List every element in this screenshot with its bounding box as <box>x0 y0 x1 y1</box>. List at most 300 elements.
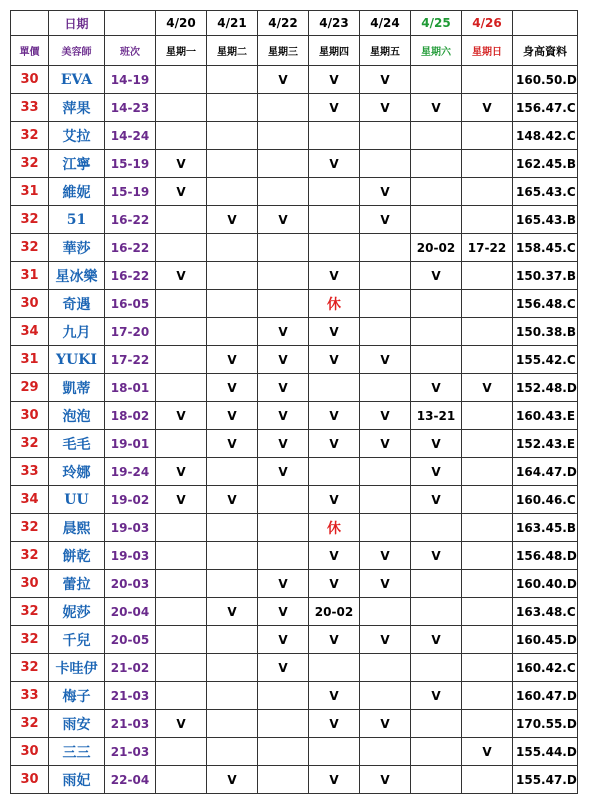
day-cell <box>411 150 462 178</box>
day-cell <box>207 290 258 318</box>
day-cell <box>411 514 462 542</box>
shift-cell: 20-03 <box>105 570 156 598</box>
table-row <box>11 290 578 318</box>
date-cell: 4/24 <box>360 11 411 36</box>
day-cell: V <box>411 626 462 654</box>
day-cell <box>360 458 411 486</box>
day-cell: V <box>360 94 411 122</box>
stylist-name-cell: 艾拉 <box>49 122 105 150</box>
stylist-name-cell: 九月 <box>49 318 105 346</box>
day-cell: V <box>156 458 207 486</box>
shift-cell: 19-03 <box>105 514 156 542</box>
table-row <box>11 458 578 486</box>
day-cell <box>156 94 207 122</box>
day-cell <box>156 766 207 794</box>
day-cell <box>309 178 360 206</box>
day-cell: V <box>258 66 309 94</box>
day-cell <box>258 710 309 738</box>
price-cell: 33 <box>11 682 49 710</box>
date-cell: 4/25 <box>411 11 462 36</box>
day-cell <box>258 290 309 318</box>
day-cell <box>156 346 207 374</box>
day-cell <box>462 458 513 486</box>
day-cell: V <box>411 682 462 710</box>
price-cell: 32 <box>11 122 49 150</box>
table-row <box>11 570 578 598</box>
day-cell <box>360 290 411 318</box>
weekday-cell: 星期日 <box>462 36 513 66</box>
day-cell: V <box>411 430 462 458</box>
day-cell: V <box>309 262 360 290</box>
day-cell: V <box>309 570 360 598</box>
day-cell <box>156 234 207 262</box>
day-cell <box>258 178 309 206</box>
stylist-name-cell: 晨熙 <box>49 514 105 542</box>
price-cell: 30 <box>11 66 49 94</box>
stylist-name-cell: 泡泡 <box>49 402 105 430</box>
day-cell <box>309 654 360 682</box>
body-data-cell: 155.47.D <box>513 766 578 794</box>
stylist-name-cell: 雨妃 <box>49 766 105 794</box>
shift-cell: 21-03 <box>105 710 156 738</box>
shift-cell: 20-05 <box>105 626 156 654</box>
shift-cell: 21-02 <box>105 654 156 682</box>
stylist-name-cell: UU <box>49 486 105 514</box>
body-data-cell: 150.38.B <box>513 318 578 346</box>
day-cell <box>411 206 462 234</box>
day-cell: V <box>309 430 360 458</box>
date-cell: 4/26 <box>462 11 513 36</box>
day-cell <box>462 402 513 430</box>
day-cell <box>411 738 462 766</box>
day-cell: V <box>258 626 309 654</box>
day-cell <box>207 94 258 122</box>
price-cell: 32 <box>11 514 49 542</box>
day-cell <box>207 66 258 94</box>
day-cell <box>411 318 462 346</box>
day-cell <box>360 486 411 514</box>
day-cell <box>207 458 258 486</box>
table-row <box>11 262 578 290</box>
table-row <box>11 150 578 178</box>
day-cell <box>156 430 207 458</box>
day-cell: V <box>309 94 360 122</box>
day-cell <box>360 514 411 542</box>
table-row <box>11 318 578 346</box>
stylist-name-cell: 梅子 <box>49 682 105 710</box>
day-cell <box>258 682 309 710</box>
day-cell <box>258 542 309 570</box>
shift-cell: 18-02 <box>105 402 156 430</box>
day-cell <box>156 682 207 710</box>
price-cell: 32 <box>11 654 49 682</box>
date-cell: 4/20 <box>156 11 207 36</box>
day-cell: V <box>156 402 207 430</box>
day-cell: V <box>207 374 258 402</box>
price-cell: 30 <box>11 402 49 430</box>
stylist-name-cell: 51 <box>49 206 105 234</box>
day-cell <box>156 598 207 626</box>
weekday-cell: 星期五 <box>360 36 411 66</box>
weekday-cell: 星期一 <box>156 36 207 66</box>
day-cell <box>462 598 513 626</box>
shift-cell: 20-04 <box>105 598 156 626</box>
day-cell <box>462 542 513 570</box>
day-cell <box>462 570 513 598</box>
day-cell: V <box>258 346 309 374</box>
price-cell: 31 <box>11 346 49 374</box>
price-cell: 33 <box>11 458 49 486</box>
day-cell <box>309 122 360 150</box>
day-cell <box>207 626 258 654</box>
shift-cell: 16-05 <box>105 290 156 318</box>
shift-cell: 19-03 <box>105 542 156 570</box>
body-data-cell: 160.43.E <box>513 402 578 430</box>
body-data-cell: 170.55.D <box>513 710 578 738</box>
day-cell <box>360 122 411 150</box>
day-cell: V <box>207 430 258 458</box>
day-cell <box>156 514 207 542</box>
day-cell: V <box>309 486 360 514</box>
day-cell: V <box>360 542 411 570</box>
day-cell <box>207 122 258 150</box>
shift-cell: 16-22 <box>105 206 156 234</box>
stylist-name-cell: 維妮 <box>49 178 105 206</box>
date-cell: 4/21 <box>207 11 258 36</box>
day-cell <box>411 178 462 206</box>
table-row <box>11 626 578 654</box>
day-cell <box>411 654 462 682</box>
day-cell <box>207 542 258 570</box>
body-data-cell: 150.37.B <box>513 262 578 290</box>
stylist-name-cell: 萍果 <box>49 94 105 122</box>
stylist-name-cell: 卡哇伊 <box>49 654 105 682</box>
day-cell <box>258 150 309 178</box>
day-cell <box>207 234 258 262</box>
day-cell: V <box>258 374 309 402</box>
day-cell: V <box>207 598 258 626</box>
day-cell <box>258 122 309 150</box>
day-cell <box>309 206 360 234</box>
day-cell: V <box>411 374 462 402</box>
shift-cell: 15-19 <box>105 178 156 206</box>
day-cell <box>360 738 411 766</box>
price-cell: 30 <box>11 766 49 794</box>
day-cell: V <box>462 374 513 402</box>
shift-cell: 16-22 <box>105 262 156 290</box>
day-cell <box>360 682 411 710</box>
price-cell: 34 <box>11 318 49 346</box>
price-cell: 32 <box>11 598 49 626</box>
day-cell: V <box>309 318 360 346</box>
price-label: 單價 <box>11 36 49 66</box>
day-cell <box>156 122 207 150</box>
body-data-cell: 160.50.D <box>513 66 578 94</box>
day-cell <box>462 122 513 150</box>
day-cell <box>156 570 207 598</box>
stylist-name-cell: 華莎 <box>49 234 105 262</box>
day-cell <box>360 150 411 178</box>
day-cell <box>411 710 462 738</box>
day-cell <box>462 710 513 738</box>
day-cell: V <box>309 150 360 178</box>
day-cell <box>462 346 513 374</box>
body-data-cell: 155.44.D <box>513 738 578 766</box>
day-cell: V <box>411 458 462 486</box>
table-row <box>11 94 578 122</box>
blank-header-cell <box>105 11 156 36</box>
body-data-cell: 162.45.B <box>513 150 578 178</box>
day-cell <box>462 262 513 290</box>
day-cell: V <box>411 94 462 122</box>
day-cell <box>207 682 258 710</box>
day-cell <box>156 66 207 94</box>
shift-cell: 14-23 <box>105 94 156 122</box>
day-cell <box>360 262 411 290</box>
day-cell: V <box>360 626 411 654</box>
day-cell: V <box>258 598 309 626</box>
day-cell <box>411 598 462 626</box>
price-cell: 32 <box>11 626 49 654</box>
day-cell <box>462 206 513 234</box>
day-cell <box>156 626 207 654</box>
weekday-cell: 星期三 <box>258 36 309 66</box>
day-cell <box>462 626 513 654</box>
body-data-cell: 160.42.C <box>513 654 578 682</box>
shift-cell: 16-22 <box>105 234 156 262</box>
body-data-cell: 152.48.D <box>513 374 578 402</box>
day-cell <box>207 710 258 738</box>
table-row <box>11 682 578 710</box>
stylist-name-cell: 三三 <box>49 738 105 766</box>
day-cell <box>258 262 309 290</box>
stylist-name-cell: 毛毛 <box>49 430 105 458</box>
day-cell <box>309 374 360 402</box>
body-data-cell: 165.43.B <box>513 206 578 234</box>
day-cell <box>462 66 513 94</box>
price-cell: 32 <box>11 710 49 738</box>
day-cell <box>462 430 513 458</box>
price-cell: 32 <box>11 150 49 178</box>
day-cell: V <box>360 206 411 234</box>
day-cell: 13-21 <box>411 402 462 430</box>
day-cell <box>360 598 411 626</box>
shift-cell: 21-03 <box>105 682 156 710</box>
table-row <box>11 542 578 570</box>
day-cell: V <box>360 430 411 458</box>
day-cell: V <box>207 486 258 514</box>
table-row <box>11 402 578 430</box>
day-cell: V <box>207 346 258 374</box>
day-cell <box>462 178 513 206</box>
day-cell: V <box>156 710 207 738</box>
table-row <box>11 178 578 206</box>
table-row <box>11 234 578 262</box>
day-cell: V <box>258 654 309 682</box>
day-cell: 休 <box>309 514 360 542</box>
stylist-name-cell: 千兒 <box>49 626 105 654</box>
table-row <box>11 122 578 150</box>
day-cell <box>258 738 309 766</box>
day-cell <box>360 374 411 402</box>
day-cell: 20-02 <box>309 598 360 626</box>
day-cell <box>411 570 462 598</box>
stylist-name-cell: 星冰樂 <box>49 262 105 290</box>
body-data-cell: 160.47.D <box>513 682 578 710</box>
body-data-cell: 152.43.E <box>513 430 578 458</box>
body-data-cell: 165.43.C <box>513 178 578 206</box>
day-cell <box>156 654 207 682</box>
day-cell: V <box>309 542 360 570</box>
price-cell: 32 <box>11 430 49 458</box>
day-cell: V <box>360 766 411 794</box>
day-cell: V <box>258 206 309 234</box>
price-cell: 30 <box>11 570 49 598</box>
date-label: 日期 <box>49 11 105 36</box>
day-cell: V <box>258 430 309 458</box>
table-row <box>11 738 578 766</box>
table-row <box>11 486 578 514</box>
day-cell <box>207 262 258 290</box>
table-row <box>11 598 578 626</box>
day-cell: V <box>156 150 207 178</box>
body-data-cell: 158.45.C <box>513 234 578 262</box>
day-cell <box>258 94 309 122</box>
day-cell <box>411 122 462 150</box>
day-cell: V <box>462 94 513 122</box>
price-cell: 30 <box>11 738 49 766</box>
day-cell: V <box>309 682 360 710</box>
day-cell: V <box>207 206 258 234</box>
shift-cell: 18-01 <box>105 374 156 402</box>
day-cell: 20-02 <box>411 234 462 262</box>
day-cell <box>207 178 258 206</box>
day-cell: V <box>411 262 462 290</box>
day-cell <box>207 738 258 766</box>
day-cell: V <box>309 402 360 430</box>
stylist-name-cell: 蕾拉 <box>49 570 105 598</box>
day-cell <box>462 290 513 318</box>
day-cell <box>462 654 513 682</box>
day-cell: V <box>258 458 309 486</box>
day-cell: V <box>207 402 258 430</box>
day-cell: V <box>360 570 411 598</box>
day-cell <box>258 234 309 262</box>
day-cell <box>360 318 411 346</box>
table-row <box>11 654 578 682</box>
shift-cell: 19-01 <box>105 430 156 458</box>
body-data-cell: 163.48.C <box>513 598 578 626</box>
day-cell <box>156 318 207 346</box>
corner-cell <box>11 11 49 36</box>
shift-cell: 15-19 <box>105 150 156 178</box>
table-row <box>11 66 578 94</box>
day-cell: V <box>360 178 411 206</box>
day-cell <box>258 514 309 542</box>
shift-cell: 21-03 <box>105 738 156 766</box>
day-cell <box>258 486 309 514</box>
day-cell <box>462 486 513 514</box>
day-cell: 休 <box>309 290 360 318</box>
date-cell: 4/22 <box>258 11 309 36</box>
schedule-table <box>10 10 578 794</box>
day-cell <box>207 150 258 178</box>
day-cell: V <box>462 738 513 766</box>
table-row <box>11 514 578 542</box>
day-cell <box>156 542 207 570</box>
stylist-name-cell: EVA <box>49 66 105 94</box>
day-cell <box>462 766 513 794</box>
day-cell <box>258 766 309 794</box>
day-cell: V <box>156 486 207 514</box>
day-cell <box>411 66 462 94</box>
day-cell: V <box>207 766 258 794</box>
shift-label: 班次 <box>105 36 156 66</box>
stylist-name-cell: YUKI <box>49 346 105 374</box>
body-data-cell: 156.48.C <box>513 290 578 318</box>
day-cell: V <box>309 710 360 738</box>
day-cell <box>360 654 411 682</box>
day-cell <box>309 458 360 486</box>
price-cell: 34 <box>11 486 49 514</box>
day-cell: V <box>360 402 411 430</box>
day-cell <box>156 738 207 766</box>
price-cell: 32 <box>11 542 49 570</box>
price-cell: 29 <box>11 374 49 402</box>
blank-header-cell <box>513 11 578 36</box>
day-cell: V <box>309 346 360 374</box>
price-cell: 32 <box>11 206 49 234</box>
body-data-cell: 160.46.C <box>513 486 578 514</box>
table-row <box>11 430 578 458</box>
day-cell <box>309 234 360 262</box>
day-cell <box>411 290 462 318</box>
day-cell: V <box>309 766 360 794</box>
day-cell: V <box>156 178 207 206</box>
day-cell <box>207 654 258 682</box>
stylist-name-cell: 雨安 <box>49 710 105 738</box>
day-cell: V <box>258 318 309 346</box>
stylist-label: 美容師 <box>49 36 105 66</box>
body-data-cell: 160.45.D <box>513 626 578 654</box>
date-cell: 4/23 <box>309 11 360 36</box>
day-cell: V <box>360 710 411 738</box>
day-cell <box>156 206 207 234</box>
day-cell: V <box>360 66 411 94</box>
day-cell <box>462 318 513 346</box>
body-data-cell: 164.47.D <box>513 458 578 486</box>
day-cell <box>462 150 513 178</box>
day-cell <box>462 682 513 710</box>
day-cell <box>207 514 258 542</box>
price-cell: 32 <box>11 234 49 262</box>
price-cell: 30 <box>11 290 49 318</box>
day-cell <box>207 318 258 346</box>
shift-cell: 19-02 <box>105 486 156 514</box>
day-cell: V <box>258 402 309 430</box>
header-row-labels <box>11 36 578 66</box>
body-data-cell: 155.42.C <box>513 346 578 374</box>
day-cell: V <box>309 66 360 94</box>
day-cell: V <box>411 542 462 570</box>
table-row <box>11 766 578 794</box>
day-cell: V <box>411 486 462 514</box>
day-cell: V <box>360 346 411 374</box>
shift-cell: 17-22 <box>105 346 156 374</box>
stylist-name-cell: 江寧 <box>49 150 105 178</box>
shift-cell: 19-24 <box>105 458 156 486</box>
body-data-cell: 163.45.B <box>513 514 578 542</box>
